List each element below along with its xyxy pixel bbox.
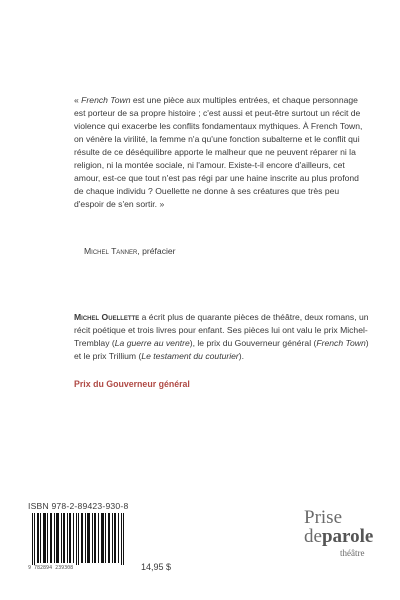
isbn-text: ISBN 978-2-89423-930-8: [28, 501, 129, 511]
award-line: Prix du Gouverneur général: [74, 379, 190, 389]
logo-line-3: théâtre: [340, 548, 365, 558]
bio-text-2: ), le prix du Gouverneur général (: [189, 338, 317, 348]
bio-author-name: Michel Ouellette: [74, 312, 140, 322]
price-label: 14,95 $: [141, 562, 172, 572]
bio-text-4: ).: [238, 351, 245, 361]
quote-open-mark: «: [74, 95, 82, 105]
bio-text-3: ) et le prix Trillium (: [74, 338, 369, 361]
barcode-icon: [28, 513, 132, 569]
bio-work-2: French Town: [316, 338, 366, 348]
barcode-digits: 9 782894 239308: [28, 565, 74, 571]
signature-role: , préfacier: [137, 246, 176, 256]
bio-work-1: La guerre au ventre: [114, 338, 190, 348]
quote-title: French Town: [81, 95, 131, 105]
logo-de: de: [304, 526, 322, 547]
back-cover-quote: [74, 94, 370, 211]
publisher-logo: [296, 507, 380, 573]
signature-name: Michel Tanner: [84, 246, 138, 256]
logo-line-2: [304, 526, 373, 548]
quote-paragraph: [74, 94, 370, 211]
quote-text: est une pièce aux multiples entrées, et chaque personnage est porteur de sa propre histoire ; c'est aussi et peut-être surtout un récit de violence qui exacerbe les conflits fondamentaux mythiques. À French Town, on vénère la virilité, la femme n'a qu'une fonction subalterne et le conflit qui résulte de ce déséquilibre apporte le malheur que ne peuvent réparer ni la religion, ni la montée sociale, ni l'amour. Existe-t-il encore d'ailleurs, cet amour, est-ce que tout n'est pas régi par une haine inscrite au plus profond de chaque individu ? Ouellette ne donne à ses créatures que très peu d'espoir de s'en sortir. »: [74, 95, 363, 209]
quote-signature: [84, 246, 176, 256]
bio-work-3: Le testament du couturier: [141, 351, 239, 361]
author-bio: [74, 311, 370, 363]
logo-line-1: Prise: [304, 507, 342, 528]
logo-parole: parole: [321, 526, 374, 547]
bio-text-1: a écrit plus de quarante pièces de théâtre, deux romans, un récit poétique et trois livres pour enfant. Ses pièces lui ont valu le prix Michel-Tremblay (: [74, 312, 369, 348]
